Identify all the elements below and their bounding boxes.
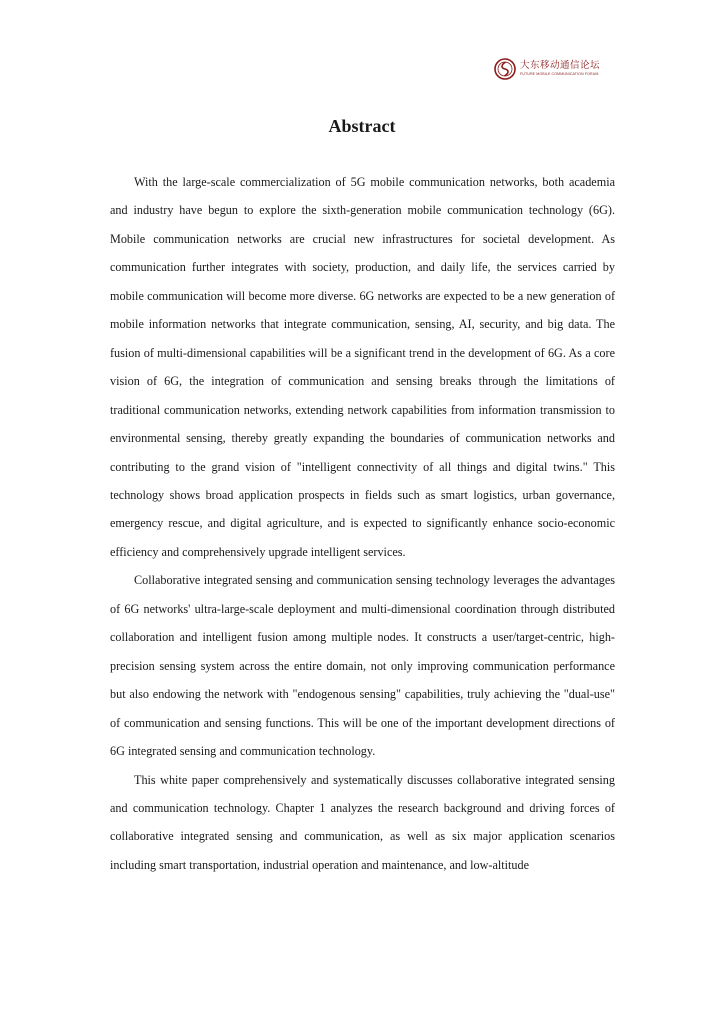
logo-text-english: FUTURE MOBILE COMMUNICATION FORUM: [520, 71, 599, 76]
page-title: Abstract: [328, 116, 396, 136]
logo-text: [520, 61, 600, 76]
forum-logo: [494, 58, 600, 80]
paragraph: This white paper comprehensively and systematically discusses collaborative integrated sensing and communication technology. Chapter 1 analyzes the research background and driving forces of collaborative integrated sensing and communication, as well as six major application scenarios including smart transportation, industrial operation and maintenance, and low-altitude: [110, 772, 615, 872]
abstract-body: [110, 168, 615, 879]
forum-emblem-icon: [494, 58, 516, 80]
logo-text-chinese: 大东移动通信论坛: [520, 60, 601, 72]
paragraph: With the large-scale commercialization of 5G mobile communication networks, both academia and industry have begun to explore the sixth-generation mobile communication technology (6G). Mobile communication networks are crucial new infrastructures for societal development. As communication further integrates with society, production, and daily life, the services carried by mobile communication will become more diverse. 6G networks are expected to be a new generation of mobile information networks that integrate communication, sensing, AI, security, and big data. The fusion of multi-dimensional capabilities will be a significant trend in the development of 6G. As a core vision of 6G, the integration of communication and sensing breaks through the limitations of traditional communication networks, extending network capabilities from information transmission to environmental sensing, thereby greatly expanding the boundaries of communication networks and contributing to the grand vision of "intelligent connectivity of all things and digital twins." This technology shows broad application prospects in fields such as smart logistics, urban governance, emergency rescue, and digital agriculture, and is expected to significantly enhance socio-economic efficiency and comprehensively upgrade intelligent services.: [110, 175, 615, 559]
paragraph: Collaborative integrated sensing and communication sensing technology leverages the advantages of 6G networks' ultra-large-scale deployment and multi-dimensional coordination through distributed collaboration and intelligent fusion among multiple nodes. It constructs a user/target-centric, high-precision sensing system across the entire domain, not only improving communication performance but also endowing the network with "endogenous sensing" capabilities, truly achieving the "dual-use" of communication and sensing functions. This will be one of the important development directions of 6G integrated sensing and communication technology.: [110, 573, 615, 759]
